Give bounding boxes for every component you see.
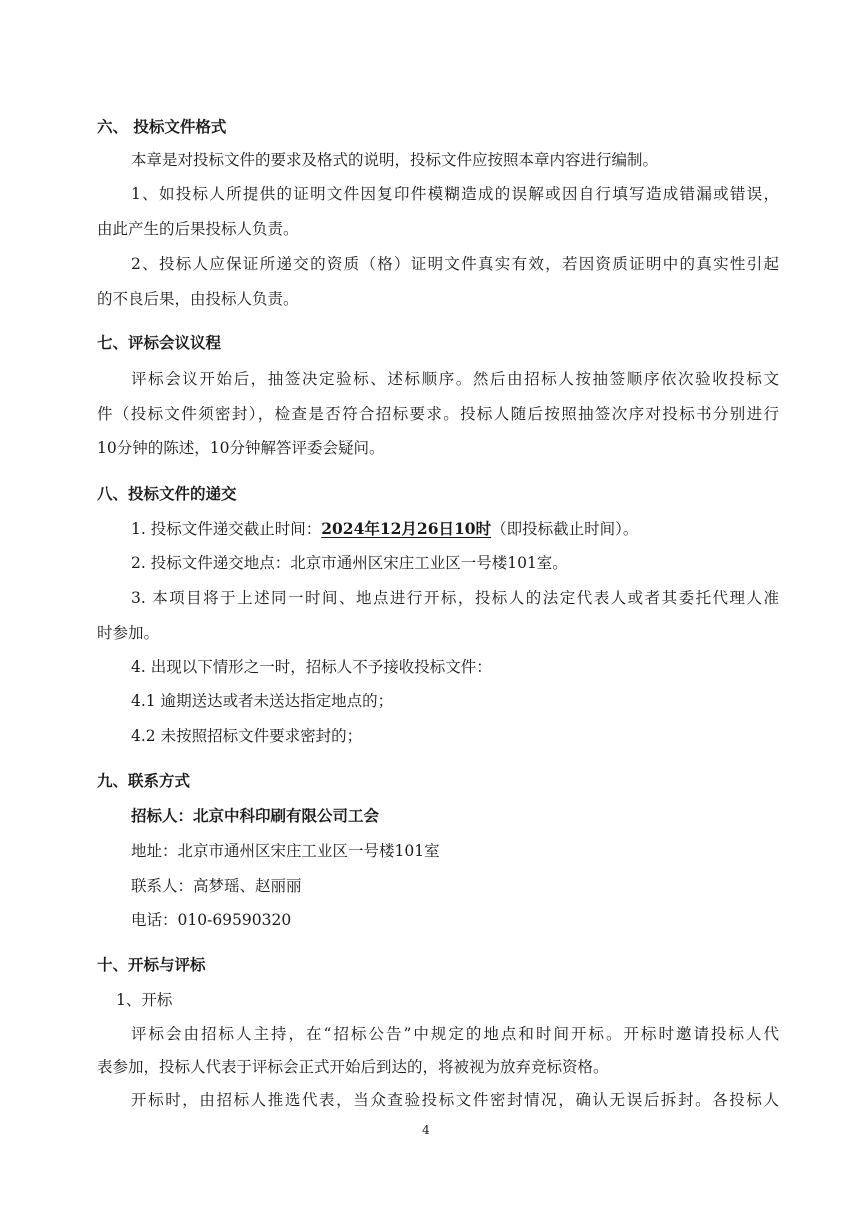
section-7-heading: 七、评标会议议程 — [97, 334, 222, 352]
section-6-heading: 六、 投标文件格式 — [97, 118, 227, 136]
section-8-heading: 八、投标文件的递交 — [97, 485, 237, 503]
s6-item-2-line-2: 的不良后果，由投标人负责。 — [97, 290, 299, 308]
s8-item-1-prefix: 1. 投标文件递交截止时间： — [131, 520, 322, 538]
contact-phone: 电话：010-69590320 — [131, 911, 292, 929]
section-10-heading: 十、开标与评标 — [97, 956, 206, 974]
section-9-heading: 九、联系方式 — [97, 772, 191, 790]
submission-deadline: 2024年12月26日10时 — [321, 519, 492, 538]
s7-line-2: 件（投标文件须密封），检查是否符合招标要求。投标人随后按照抽签次序对投标书分别进行 — [97, 405, 779, 423]
s8-item-2: 2. 投标文件递交地点：北京市通州区宋庄工业区一号楼101室。 — [131, 554, 568, 572]
s8-item-4: 4. 出现以下情形之一时，招标人不予接收投标文件： — [131, 658, 492, 676]
contact-address: 地址：北京市通州区宋庄工业区一号楼101室 — [131, 842, 440, 860]
s10-line-1: 评标会由招标人主持，在“招标公告”中规定的地点和时间开标。开标时邀请投标人代 — [131, 1025, 779, 1043]
tenderer-name: 招标人：北京中科印刷有限公司工会 — [131, 806, 380, 825]
s8-item-1-suffix: （即投标截止时间）。 — [491, 520, 639, 538]
s8-item-1 — [131, 519, 638, 539]
s6-item-1-line-1: 1、如投标人所提供的证明文件因复印件模糊造成的误解或因自行填写造成错漏或错误， — [131, 185, 779, 203]
s7-line-3: 10分钟的陈述，10分钟解答评委会疑问。 — [97, 439, 385, 457]
s6-paragraph-1: 本章是对投标文件的要求及格式的说明，投标文件应按照本章内容进行编制。 — [131, 151, 659, 169]
s8-item-4-1: 4.1 逾期送达或者未送达指定地点的； — [131, 692, 394, 710]
s10-line-3: 开标时，由招标人推选代表，当众查验投标文件密封情况，确认无误后拆封。各投标人 — [131, 1091, 779, 1109]
s8-item-4-2: 4.2 未按照招标文件要求密封的； — [131, 727, 363, 745]
s8-item-3-line-2: 时参加。 — [97, 624, 160, 642]
s7-line-1: 评标会议开始后，抽签决定验标、述标顺序。然后由招标人按抽签顺序依次验收投标文 — [131, 370, 779, 388]
s6-item-1-line-2: 由此产生的后果投标人负责。 — [97, 220, 299, 238]
s8-item-3-line-1: 3. 本项目将于上述同一时间、地点进行开标，投标人的法定代表人或者其委托代理人准 — [131, 589, 779, 607]
s6-item-2-line-1: 2、投标人应保证所递交的资质（格）证明文件真实有效，若因资质证明中的真实性引起 — [131, 255, 779, 273]
page-number: 4 — [422, 1123, 430, 1137]
s10-line-2: 表参加，投标人代表于评标会正式开始后到达的，将被视为放弃竞标资格。 — [97, 1058, 609, 1076]
contact-persons: 联系人：高梦瑶、赵丽丽 — [131, 877, 302, 895]
s10-subheading: 1、开标 — [116, 991, 173, 1009]
